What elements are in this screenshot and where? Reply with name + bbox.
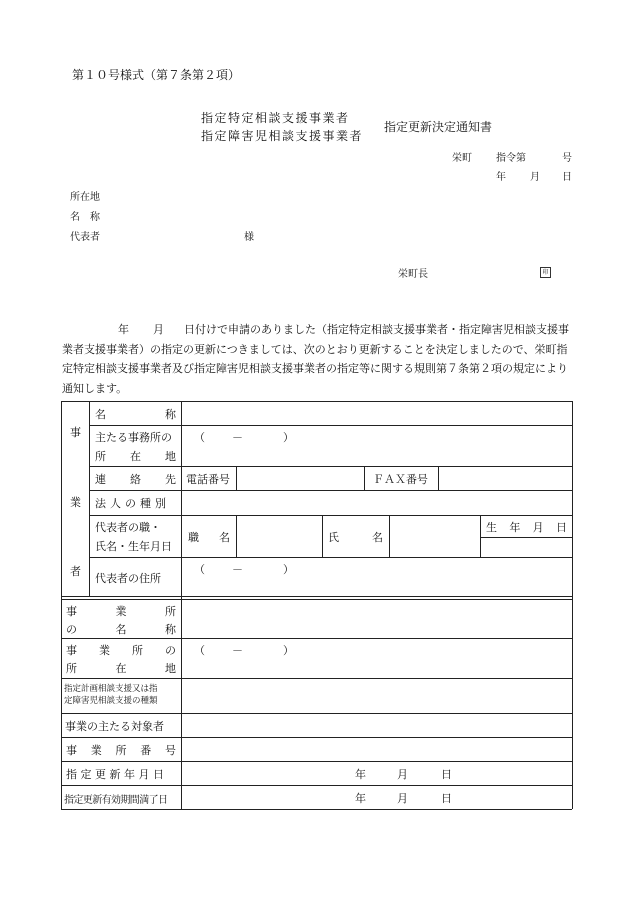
mayor-title: 栄町長 [398,269,428,280]
birth-label: 生 年 月 日 [486,521,567,534]
renewal-date-label: 指定更新年月日 [66,768,168,781]
notice-body [62,320,577,398]
rep-postal-open: （ [194,563,205,576]
addressee-name: 名 称 [70,212,100,223]
title-line-2: 指定障害児相談支援事業者 [201,129,364,143]
issue-date-day: 日 [562,172,572,183]
service-type-label-2: 定障害児相談支援の種類 [64,696,158,706]
office-name-label-1: 事 業 所 [66,605,176,618]
name-label: 名 称 [95,408,176,421]
office-postal-dash: － [232,644,243,657]
office-addr-label-2: 所 在 地 [66,662,176,675]
main-office-label-2: 所 在 地 [95,450,176,463]
expiry-date-label: 指定更新有効期間満了日 [64,795,168,806]
issuer-org: 栄町 [452,153,472,164]
renewal-date-day: 日 [441,768,452,781]
expiry-date-year: 年 [355,792,366,805]
expiry-date-day: 日 [441,792,452,805]
addressee-location: 所在地 [70,192,100,203]
office-postal-close: ） [283,644,294,657]
office-name-label-2: の 名 称 [66,623,176,636]
phone-label: 電話番号 [186,473,230,486]
person-name-label: 氏 名 [328,531,383,544]
office-addr-label-1: 事 業 所 の [66,644,176,657]
position-label: 職 名 [188,531,230,544]
expiry-date-month: 月 [397,792,408,805]
main-office-postal-close: ） [283,431,294,444]
body-text: 日付けで申請のありました（指定特定相談支援事業者・指定障害児相談支援事業者支援事業者）の指定の更新につきましては、次のとおり更新することを決定しましたので、栄町指定特定相談支援事業者及び指定障害児相談支援事業者の指定等に関する規則第７条第２項の規定により通知します。 [62,323,569,395]
side-label-1: 事 [70,426,81,439]
contact-label: 連 絡 先 [95,473,176,486]
addressee-representative: 代表者 [70,232,100,243]
main-office-label-1: 主たる事務所の [95,431,172,444]
issuer-number-suffix: 号 [562,153,572,164]
issuer-number-label: 指令第 [496,153,526,164]
renewal-date-year: 年 [355,768,366,781]
corp-type-label: 法人の種別 [95,497,170,510]
body-month: 月 [153,323,164,336]
form-number: 第１０号様式（第７条第２項） [72,68,241,82]
rep-label-1: 代表者の職・ [95,521,161,534]
title-suffix: 指定更新決定通知書 [384,120,493,134]
rep-label-2: 氏名・生年月日 [95,540,172,553]
addressee-honorific: 様 [244,232,254,243]
renewal-date-month: 月 [397,768,408,781]
main-office-postal-dash: － [232,431,243,444]
target-label: 事業の主たる対象者 [65,720,164,733]
office-postal-open: （ [194,644,205,657]
issue-date-month: 月 [530,172,540,183]
issue-date-year: 年 [496,172,506,183]
side-label-2: 業 [70,496,81,509]
office-number-label: 事 業 所 番 号 [66,744,176,757]
rep-postal-dash: － [232,563,243,576]
seal-mark: 印 [540,267,551,278]
body-year: 年 [118,323,129,336]
main-office-postal-open: （ [194,431,205,444]
side-label-3: 者 [70,565,81,578]
title-line-1: 指定特定相談支援事業者 [201,111,350,125]
service-type-label-1: 指定計画相談支援又は指 [64,684,158,694]
rep-address-label: 代表者の住所 [95,572,161,585]
fax-label: ＦＡＸ番号 [373,473,428,486]
rep-postal-close: ） [283,563,294,576]
